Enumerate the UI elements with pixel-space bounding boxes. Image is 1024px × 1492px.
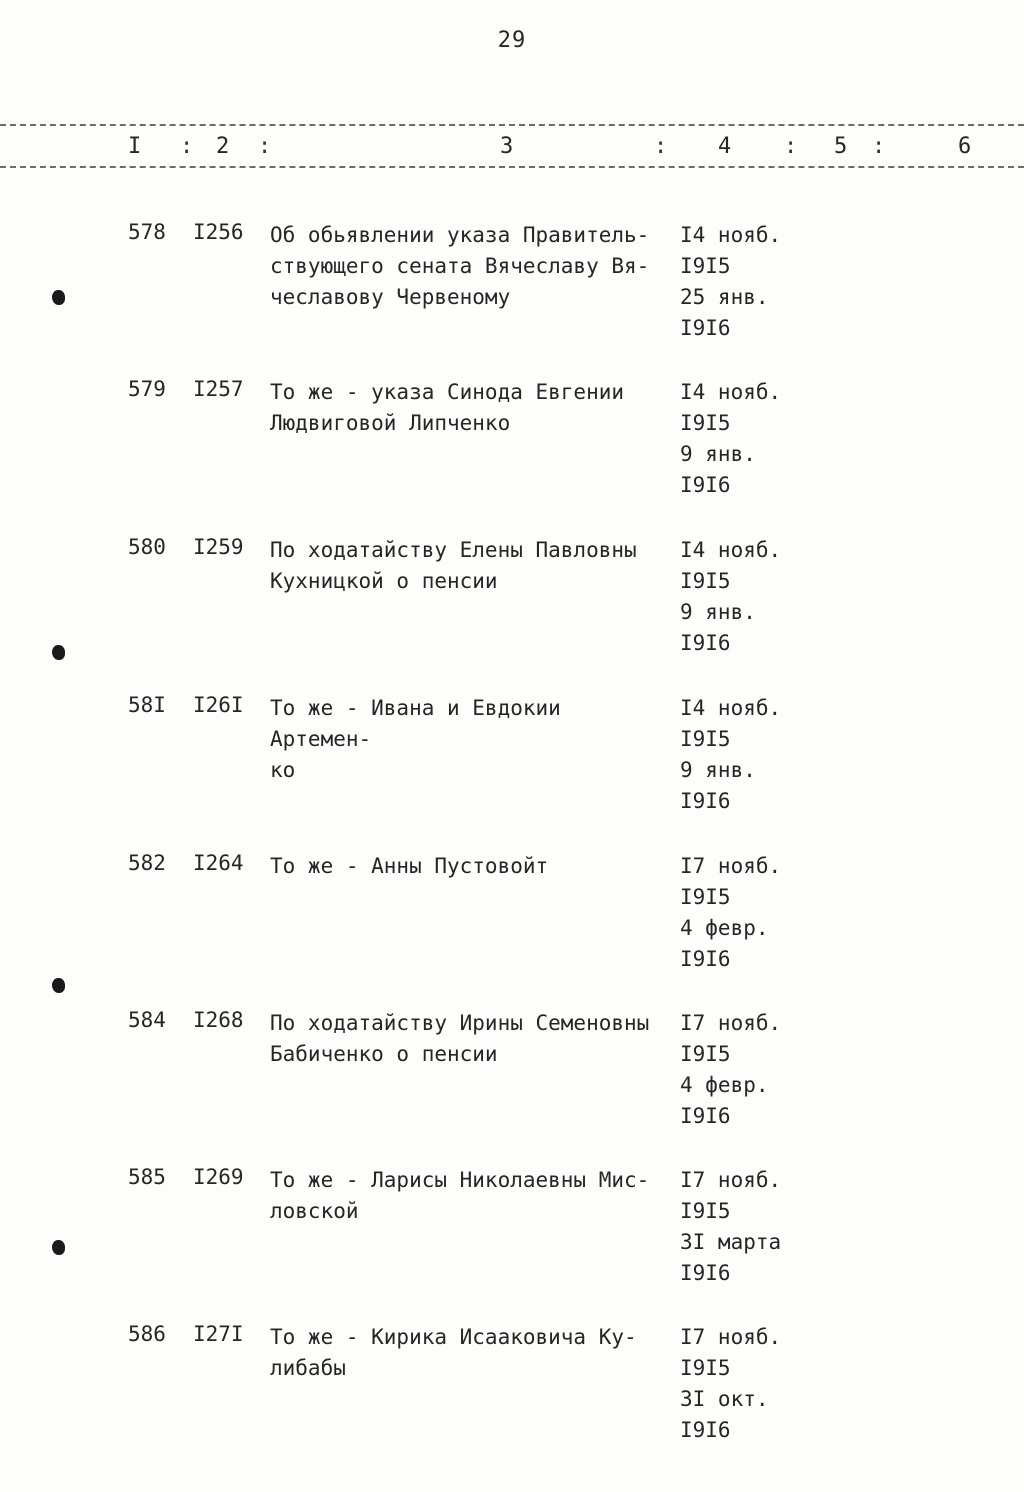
table-row: [0, 220, 1024, 360]
entry-end-year: I9I6: [680, 1418, 731, 1442]
entry-end-date: 4 февр.: [680, 916, 769, 940]
entry-code: I256: [193, 220, 244, 244]
column-header-6: 6: [958, 134, 972, 159]
entry-number: 579: [128, 377, 166, 401]
column-separator: :: [784, 134, 798, 159]
entry-start-year: I9I5: [680, 1042, 731, 1066]
entry-start-year: I9I5: [680, 254, 731, 278]
entry-start-year: I9I5: [680, 1356, 731, 1380]
punch-hole: [52, 645, 65, 660]
entry-end-date: 9 янв.: [680, 442, 756, 466]
entry-dates: [680, 1008, 800, 1132]
entry-start-date: I7 нояб.: [680, 1325, 782, 1349]
column-header-row: [0, 134, 1024, 164]
entry-end-year: I9I6: [680, 789, 731, 813]
entry-dates: [680, 1322, 800, 1446]
entry-start-date: I7 нояб.: [680, 1011, 782, 1035]
entry-start-date: I4 нояб.: [680, 223, 782, 247]
column-header-3: 3: [500, 134, 514, 159]
entry-title: То же - Ивана и Евдокии Артемен- ко: [270, 696, 561, 782]
entry-number: 58I: [128, 693, 166, 717]
entry-start-year: I9I5: [680, 411, 731, 435]
column-header-2: 2: [216, 134, 230, 159]
table-row: [0, 1165, 1024, 1305]
entry-title: То же - Кирика Исааковича Ку- либабы: [270, 1325, 637, 1380]
entry-dates: [680, 220, 800, 344]
entry-end-year: I9I6: [680, 947, 731, 971]
table-row: [0, 1322, 1024, 1462]
entry-end-date: 9 янв.: [680, 758, 756, 782]
entry-end-year: I9I6: [680, 631, 731, 655]
page-number: 29: [497, 28, 527, 53]
entry-dates: [680, 535, 800, 659]
entry-end-date: 3I окт.: [680, 1387, 769, 1411]
entry-end-date: 25 янв.: [680, 285, 769, 309]
column-header-4: 4: [718, 134, 732, 159]
entry-code: I26I: [193, 693, 244, 717]
entry-number: 578: [128, 220, 166, 244]
entry-dates: [680, 377, 800, 501]
entry-start-date: I7 нояб.: [680, 1168, 782, 1192]
entry-start-year: I9I5: [680, 1199, 731, 1223]
entry-end-year: I9I6: [680, 1261, 731, 1285]
entry-end-date: 9 янв.: [680, 600, 756, 624]
entry-code: I269: [193, 1165, 244, 1189]
table-row: [0, 693, 1024, 833]
entry-number: 582: [128, 851, 166, 875]
entry-end-date: 4 февр.: [680, 1073, 769, 1097]
entry-end-year: I9I6: [680, 316, 731, 340]
entry-start-date: I4 нояб.: [680, 380, 782, 404]
column-header-5: 5: [834, 134, 848, 159]
entry-number: 585: [128, 1165, 166, 1189]
entry-code: I27I: [193, 1322, 244, 1346]
table-row: [0, 535, 1024, 675]
column-separator: :: [180, 134, 194, 159]
entry-title: По ходатайству Ирины Семеновны Бабиченко о пенсии: [270, 1011, 650, 1066]
entry-code: I264: [193, 851, 244, 875]
entry-start-date: I4 нояб.: [680, 538, 782, 562]
table-row: [0, 851, 1024, 991]
entry-title: То же - Ларисы Николаевны Мис- ловской: [270, 1168, 650, 1223]
entry-title: То же - Анны Пустовойт: [270, 854, 549, 878]
entry-title: Об обьявлении указа Правитель- ствующего сената Вячеславу Вя- чеславову Червеному: [270, 223, 650, 309]
header-bottom-rule: [0, 166, 1024, 168]
table-row: [0, 1008, 1024, 1148]
entry-start-date: I7 нояб.: [680, 854, 782, 878]
entry-end-date: 3I марта: [680, 1230, 782, 1254]
column-header-1: I: [128, 134, 142, 159]
entry-end-year: I9I6: [680, 1104, 731, 1128]
entry-title: То же - указа Синода Евгении Людвиговой Липченко: [270, 380, 625, 435]
entry-start-year: I9I5: [680, 885, 731, 909]
entry-number: 586: [128, 1322, 166, 1346]
header-top-rule: [0, 124, 1024, 126]
entry-start-year: I9I5: [680, 569, 731, 593]
entry-number: 580: [128, 535, 166, 559]
punch-hole: [52, 1240, 65, 1255]
column-separator: :: [654, 134, 668, 159]
punch-hole: [52, 978, 65, 993]
table-row: [0, 377, 1024, 517]
column-separator: :: [872, 134, 886, 159]
column-separator: :: [258, 134, 272, 159]
entry-code: I257: [193, 377, 244, 401]
entry-dates: [680, 1165, 800, 1289]
entry-code: I259: [193, 535, 244, 559]
entry-end-year: I9I6: [680, 473, 731, 497]
entry-code: I268: [193, 1008, 244, 1032]
entry-start-year: I9I5: [680, 727, 731, 751]
entry-title: По ходатайству Елены Павловны Кухницкой о пенсии: [270, 538, 637, 593]
entry-dates: [680, 851, 800, 975]
entry-number: 584: [128, 1008, 166, 1032]
entry-dates: [680, 693, 800, 817]
entry-start-date: I4 нояб.: [680, 696, 782, 720]
punch-hole: [52, 290, 65, 305]
